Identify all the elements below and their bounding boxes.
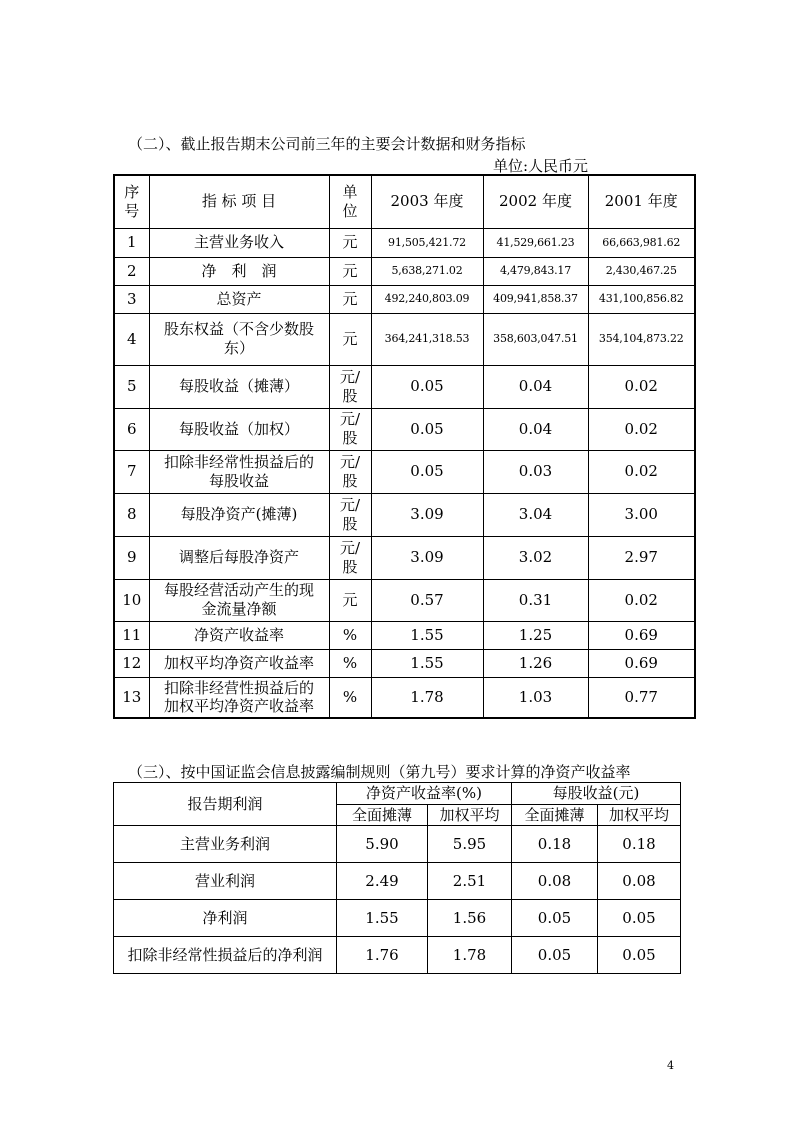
item-cell: 扣除非经常性损益后的 每股收益	[149, 450, 329, 493]
item-cell: 每股经营活动产生的现 金流量净额	[149, 579, 329, 621]
value-2001-cell: 2,430,467.25	[588, 257, 695, 285]
unit-cell: %	[329, 621, 371, 649]
value-2001-cell: 2.97	[588, 536, 695, 579]
profit-name-cell: 净利润	[114, 900, 337, 937]
table-row	[114, 257, 695, 285]
value-2002-cell: 0.03	[483, 450, 588, 493]
unit-label: 单位:人民币元	[493, 157, 589, 175]
eps-full-cell: 0.18	[512, 826, 598, 863]
header-2002: 2002 年度	[483, 175, 588, 228]
profit-name-cell: 主营业务利润	[114, 826, 337, 863]
value-2002-cell: 1.25	[483, 621, 588, 649]
section2-title: （二）、截止报告期末公司前三年的主要会计数据和财务指标	[128, 135, 526, 153]
row-number-cell: 8	[114, 493, 149, 536]
item-cell: 调整后每股净资产	[149, 536, 329, 579]
value-2002-cell: 4,479,843.17	[483, 257, 588, 285]
table-row	[114, 365, 695, 408]
table-row	[114, 536, 695, 579]
eps-weighted-cell: 0.05	[598, 937, 681, 974]
header-eps-full: 全面摊薄	[512, 805, 598, 826]
item-cell: 每股收益（摊薄）	[149, 365, 329, 408]
header-seq: 序 号	[114, 175, 149, 228]
header-roe-full: 全面摊薄	[337, 805, 428, 826]
value-2001-cell: 66,663,981.62	[588, 228, 695, 257]
value-2001-cell: 3.00	[588, 493, 695, 536]
header-eps: 每股收益(元)	[512, 783, 681, 805]
profit-name-cell: 扣除非经常性损益后的净利润	[114, 937, 337, 974]
value-2003-cell: 91,505,421.72	[371, 228, 483, 257]
value-2003-cell: 0.05	[371, 450, 483, 493]
unit-cell: 元/ 股	[329, 536, 371, 579]
row-number-cell: 13	[114, 677, 149, 718]
table-row	[114, 677, 695, 718]
item-cell: 净资产收益率	[149, 621, 329, 649]
row-number-cell: 10	[114, 579, 149, 621]
unit-cell: %	[329, 677, 371, 718]
section3-title: （三）、按中国证监会信息披露编制规则（第九号）要求计算的净资产收益率	[128, 763, 631, 781]
unit-cell: 元/ 股	[329, 450, 371, 493]
table-row	[114, 649, 695, 677]
value-2002-cell: 3.04	[483, 493, 588, 536]
item-cell: 扣除非经营性损益后的 加权平均净资产收益率	[149, 677, 329, 718]
eps-weighted-cell: 0.05	[598, 900, 681, 937]
value-2003-cell: 1.55	[371, 649, 483, 677]
unit-cell: 元	[329, 313, 371, 365]
value-2002-cell: 0.04	[483, 408, 588, 450]
value-2001-cell: 0.02	[588, 450, 695, 493]
value-2003-cell: 364,241,318.53	[371, 313, 483, 365]
row-number-cell: 5	[114, 365, 149, 408]
roe-full-cell: 5.90	[337, 826, 428, 863]
unit-cell: 元	[329, 579, 371, 621]
item-cell: 股东权益（不含少数股 东）	[149, 313, 329, 365]
row-number-cell: 11	[114, 621, 149, 649]
unit-cell: 元/ 股	[329, 408, 371, 450]
financial-data-table	[113, 174, 696, 719]
unit-cell: 元/ 股	[329, 365, 371, 408]
roe-full-cell: 1.55	[337, 900, 428, 937]
unit-cell: %	[329, 649, 371, 677]
value-2002-cell: 41,529,661.23	[483, 228, 588, 257]
table-header-row	[114, 783, 681, 805]
eps-full-cell: 0.08	[512, 863, 598, 900]
table-row	[114, 285, 695, 313]
item-cell: 总资产	[149, 285, 329, 313]
value-2001-cell: 354,104,873.22	[588, 313, 695, 365]
item-cell: 净 利 润	[149, 257, 329, 285]
profit-name-cell: 营业利润	[114, 863, 337, 900]
value-2003-cell: 0.57	[371, 579, 483, 621]
value-2003-cell: 3.09	[371, 536, 483, 579]
row-number-cell: 9	[114, 536, 149, 579]
value-2001-cell: 0.02	[588, 579, 695, 621]
value-2002-cell: 0.31	[483, 579, 588, 621]
unit-cell: 元	[329, 257, 371, 285]
row-number-cell: 2	[114, 257, 149, 285]
value-2003-cell: 3.09	[371, 493, 483, 536]
page-number: 4	[667, 1059, 674, 1072]
row-number-cell: 12	[114, 649, 149, 677]
item-cell: 主营业务收入	[149, 228, 329, 257]
eps-full-cell: 0.05	[512, 937, 598, 974]
table-row	[114, 900, 681, 937]
row-number-cell: 3	[114, 285, 149, 313]
table-row	[114, 313, 695, 365]
table-row	[114, 826, 681, 863]
value-2001-cell: 431,100,856.82	[588, 285, 695, 313]
header-roe-weighted: 加权平均	[428, 805, 512, 826]
header-roe: 净资产收益率(%)	[337, 783, 512, 805]
table-row	[114, 621, 695, 649]
unit-cell: 元/ 股	[329, 493, 371, 536]
item-cell: 加权平均净资产收益率	[149, 649, 329, 677]
header-2001: 2001 年度	[588, 175, 695, 228]
value-2002-cell: 1.26	[483, 649, 588, 677]
header-eps-weighted: 加权平均	[598, 805, 681, 826]
value-2002-cell: 358,603,047.51	[483, 313, 588, 365]
roe-weighted-cell: 5.95	[428, 826, 512, 863]
roe-full-cell: 2.49	[337, 863, 428, 900]
value-2001-cell: 0.77	[588, 677, 695, 718]
table-row	[114, 937, 681, 974]
value-2001-cell: 0.02	[588, 365, 695, 408]
value-2002-cell: 3.02	[483, 536, 588, 579]
table-row	[114, 863, 681, 900]
value-2003-cell: 1.78	[371, 677, 483, 718]
roe-weighted-cell: 1.78	[428, 937, 512, 974]
row-number-cell: 7	[114, 450, 149, 493]
eps-weighted-cell: 0.08	[598, 863, 681, 900]
roe-weighted-cell: 2.51	[428, 863, 512, 900]
header-profit: 报告期利润	[114, 783, 337, 826]
unit-cell: 元	[329, 228, 371, 257]
row-number-cell: 1	[114, 228, 149, 257]
value-2003-cell: 492,240,803.09	[371, 285, 483, 313]
roe-full-cell: 1.76	[337, 937, 428, 974]
table-row	[114, 579, 695, 621]
item-cell: 每股收益（加权）	[149, 408, 329, 450]
value-2001-cell: 0.02	[588, 408, 695, 450]
eps-full-cell: 0.05	[512, 900, 598, 937]
table-row	[114, 450, 695, 493]
roe-weighted-cell: 1.56	[428, 900, 512, 937]
value-2003-cell: 5,638,271.02	[371, 257, 483, 285]
roe-table	[113, 782, 681, 974]
value-2003-cell: 0.05	[371, 408, 483, 450]
value-2001-cell: 0.69	[588, 621, 695, 649]
unit-cell: 元	[329, 285, 371, 313]
value-2002-cell: 0.04	[483, 365, 588, 408]
value-2002-cell: 409,941,858.37	[483, 285, 588, 313]
header-unit: 单 位	[329, 175, 371, 228]
table-header-row	[114, 175, 695, 228]
value-2003-cell: 0.05	[371, 365, 483, 408]
value-2003-cell: 1.55	[371, 621, 483, 649]
table-row	[114, 408, 695, 450]
row-number-cell: 4	[114, 313, 149, 365]
value-2002-cell: 1.03	[483, 677, 588, 718]
item-cell: 每股净资产(摊薄)	[149, 493, 329, 536]
table-row	[114, 493, 695, 536]
row-number-cell: 6	[114, 408, 149, 450]
value-2001-cell: 0.69	[588, 649, 695, 677]
table-row	[114, 228, 695, 257]
header-2003: 2003 年度	[371, 175, 483, 228]
eps-weighted-cell: 0.18	[598, 826, 681, 863]
header-item: 指 标 项 目	[149, 175, 329, 228]
